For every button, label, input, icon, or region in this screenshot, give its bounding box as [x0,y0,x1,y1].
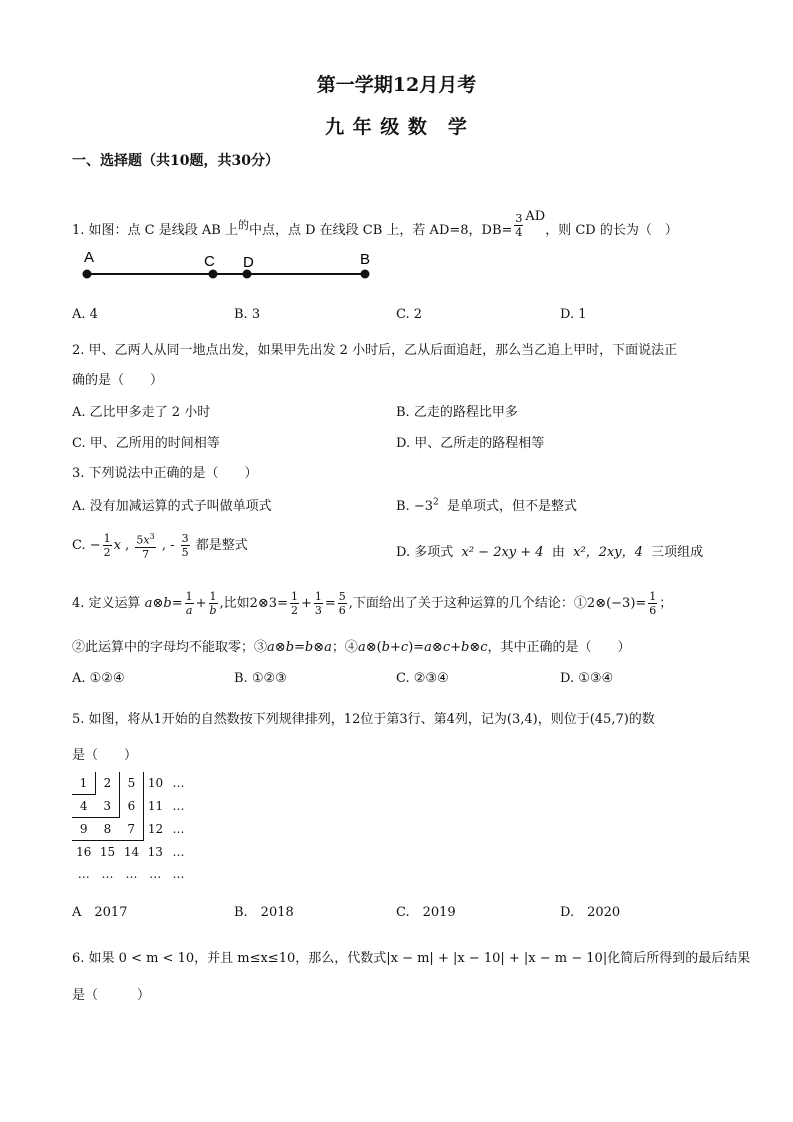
q3-option-d[interactable]: D. 多项式 x² − 2xy + 4 由 x²，2xy，4 三项组成 [396,545,704,560]
q4-option-b[interactable]: B. ①②③ [234,671,287,686]
q5-option-c[interactable]: C. 2019 [396,905,456,920]
grid-cell: 16 [76,845,92,859]
grid-cell: … [172,799,185,813]
q4-option-a[interactable]: A. ①②④ [72,671,125,686]
grid-cell: … [125,867,138,881]
grid-cell: … [172,844,185,859]
q5-option-b[interactable]: B. 2018 [234,905,294,920]
page-title: 第一学期12月月考 [316,74,477,96]
grid-cell: … [172,776,185,791]
q4-option-c[interactable]: C. ②③④ [396,671,449,686]
grid-cell: 2 [96,772,120,795]
q2-option-d[interactable]: D. 甲、乙所走的路程相等 [396,436,545,451]
q3-option-a[interactable]: A. 没有加减运算的式子叫做单项式 [72,499,272,514]
question-5-line-1: 5. 如图，将从1开始的自然数按下列规律排列，12位于第3行、第4列，记为(3,4)，则位于(45,7)的数 [72,712,655,727]
question-6-line-1: 6. 如果 0 < m < 10，并且 m≤x≤10，那么，代数式|x − m| + |x − 10| + |x − m − 10|化简后所得到的最后结果 [72,951,751,966]
point-label-d: D [243,254,254,271]
q2-option-b[interactable]: B. 乙走的路程比甲多 [396,405,518,420]
grid-cell: … [172,822,185,836]
question-6-line-2: 是（ ） [72,988,151,1003]
question-4-line-1: 4. 定义运算 a⊗b= $\frac{1}{a}$ + $\frac{1}{b}$ ,比如2⊗3= $\frac{1}{2}$ + $\frac{1}{3}$ = $\frac{5}{6}$ ,下面给出了关于这种运算的几个结论：①2⊗(−3)= $\frac{1}{6}$ ； [72,590,673,617]
question-4-line-2: ②此运算中的字母均不能取零；③a⊗b=b⊗a；④a⊗(b+c)=a⊗c+b⊗c，其中正确的是（ ） [72,640,631,655]
q1-option-c[interactable]: C. 2 [396,307,423,322]
q5-option-a[interactable]: A 2017 [72,905,128,920]
question-3-stem: 3. 下列说法中正确的是（ ） [72,466,258,481]
page-subtitle: 九 年 级 数 学 [325,116,468,138]
q3-option-c[interactable]: C. − $\frac{1}{2}$ x , $\frac{5x^3}{7}$ , - $\frac{3}{5}$ 都是整式 [72,531,248,561]
q5-option-d[interactable]: D. 2020 [560,905,621,920]
segment-diagram [70,242,390,282]
grid-cell: 12 [144,818,168,841]
grid-cell: 7 [120,818,144,841]
q1-option-a[interactable]: A. 4 [72,307,98,322]
point-label-c: C [204,253,215,270]
grid-cell: … [172,867,185,881]
grid-cell: 9 [72,818,96,841]
q1-option-d[interactable]: D. 1 [560,307,587,322]
grid-cell: 13 [147,844,163,859]
section-heading: 一、选择题（共10题，共30分） [72,153,279,169]
point-label-a: A [84,249,95,266]
grid-cell: 3 [96,795,120,818]
grid-cell: … [149,867,162,881]
grid-cell: 15 [99,845,116,859]
question-1-stem: 1. 如图：点 C 是线段 AB 上$^的$中点，点 D 在线段 CB 上，若 AD=8，DB= $\frac{3}{4}$ AD，则 CD 的长为（ ） [72,209,678,239]
grid-cell: … [101,867,114,881]
grid-cell: 4 [72,795,96,818]
grid-cell: 14 [123,845,140,859]
grid-cell: 8 [96,818,120,841]
grid-cell: 1 [72,772,96,795]
question-5-line-2: 是（ ） [72,748,138,763]
point-label-b: B [360,251,371,268]
q2-option-a[interactable]: A. 乙比甲多走了 2 小时 [72,405,211,420]
grid-cell: 5 [120,772,144,795]
q3-option-b[interactable]: B. $-3^2$ 是单项式，但不是整式 [396,497,577,514]
grid-cell: … [77,867,90,881]
question-2-line-1: 2. 甲、乙两人从同一地点出发，如果甲先出发 2 小时后，乙从后面追赶，那么当乙追上甲时，下面说法正 [72,343,678,358]
number-grid [72,772,190,885]
q1-option-b[interactable]: B. 3 [234,307,261,322]
question-2-line-2: 确的是（ ） [72,373,164,388]
q2-option-c[interactable]: C. 甲、乙所用的时间相等 [72,436,220,451]
grid-cell: 6 [120,795,144,818]
grid-cell: 11 [144,795,168,818]
q4-option-d[interactable]: D. ①③④ [560,671,614,686]
grid-cell: 10 [144,772,168,795]
